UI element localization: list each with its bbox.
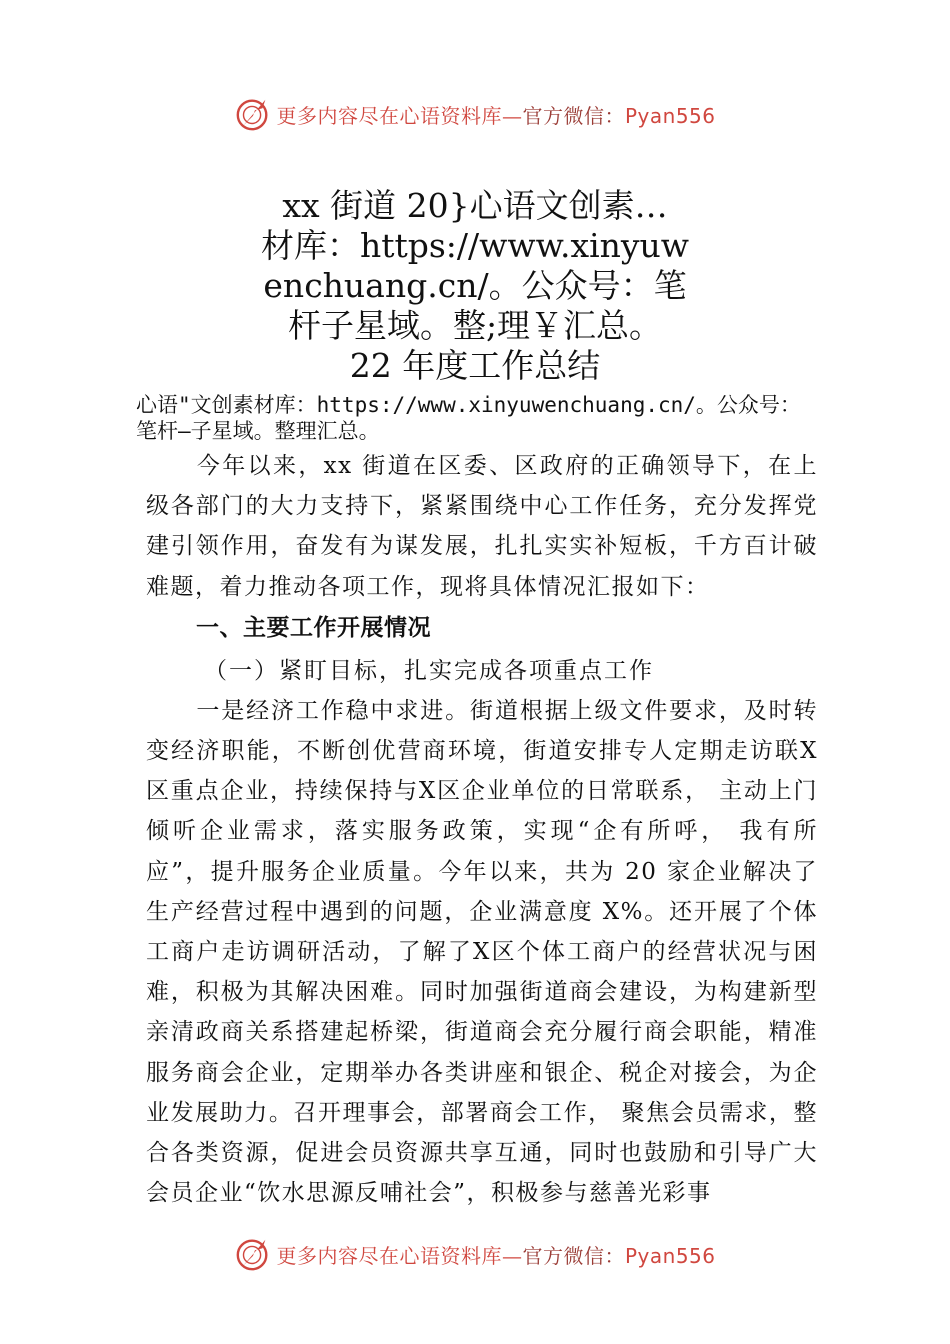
subsection-heading: （一）紧盯目标，扎实完成各项重点工作 xyxy=(204,657,654,684)
quill-pen-logo xyxy=(234,1235,272,1273)
title-line: xx 街道 20}心语文创素… xyxy=(282,186,668,225)
quill-pen-logo xyxy=(234,95,272,133)
banner-brand: 更多内容尽在心语资料库 xyxy=(276,103,502,128)
intro-text: 今年以来，xx 街道在区委、区政府的正确领导下，在上级各部门的大力支持下，紧紧围绕中心工作任务，充分发挥党建引领作用，奋发有为谋发展，扎扎实实补短板，千方百计破难题，着力推动各项工作，现将具体情况汇报如下： xyxy=(146,453,818,600)
banner-wechat-id: Pyan556 xyxy=(624,103,716,128)
footer-banner xyxy=(0,1232,950,1276)
document-body xyxy=(146,446,818,1213)
paragraph-text: 一是经济工作稳中求进。街道根据上级文件要求，及时转变经济职能，不断创优营商环境，街道安排专人定期走访联X区重点企业，持续保持与X区企业单位的日常联系， 主动上门倾听企业需求，落实服务政策，实现“企有所呼， 我有所应”，提升服务企业质量。今年以来，共为 20 家企业解决了生产经营过程中遇到的问题，企业满意度 X%。还开展了个体工商户走访调研活动，了解了X区个体工商户的经营状况与困难，积极为其解决困难。同时加强街道商会建设，为构建新型亲清政商关系搭建起桥梁，街道商会充分履行商会职能，精准服务商会企业，定期举办各类讲座和银企、税企对接会，为企业发展助力。召开理事会，部署商会工作， 聚焦会员需求，整合各类资源，促进会员资源共享互通，同时也鼓励和引导广大会员企业“饮水思源反哺社会”，积极参与慈善光彩事 xyxy=(146,697,818,1207)
document-title xyxy=(130,186,820,386)
title-line: 杆子星域。整;理￥汇总。 xyxy=(287,306,663,345)
section-heading: 一、主要工作开展情况 xyxy=(196,614,431,641)
source-note-line: 心语"文创素材库：https://www.xinyuwenchuang.cn/。公众号： xyxy=(136,393,801,417)
banner-wechat-id: Pyan556 xyxy=(624,1243,716,1268)
body-paragraph xyxy=(146,691,818,1214)
title-line: enchuang.cn/。公众号：笔 xyxy=(263,266,687,305)
title-line: 材库：https://www.xinyuw xyxy=(260,226,690,265)
banner-separator: — xyxy=(501,1243,523,1268)
banner-separator: — xyxy=(501,103,523,128)
banner-wechat-label: 官方微信： xyxy=(522,103,625,128)
header-banner xyxy=(0,92,950,136)
intro-paragraph xyxy=(146,446,818,607)
banner-brand: 更多内容尽在心语资料库 xyxy=(276,1243,502,1268)
banner-text xyxy=(276,100,715,129)
source-note xyxy=(136,392,856,444)
banner-text xyxy=(276,1240,715,1269)
banner-wechat-label: 官方微信： xyxy=(522,1243,625,1268)
source-note-line: 笔杆—子星域。整理汇总。 xyxy=(136,419,380,443)
title-line: 22 年度工作总结 xyxy=(349,346,601,385)
